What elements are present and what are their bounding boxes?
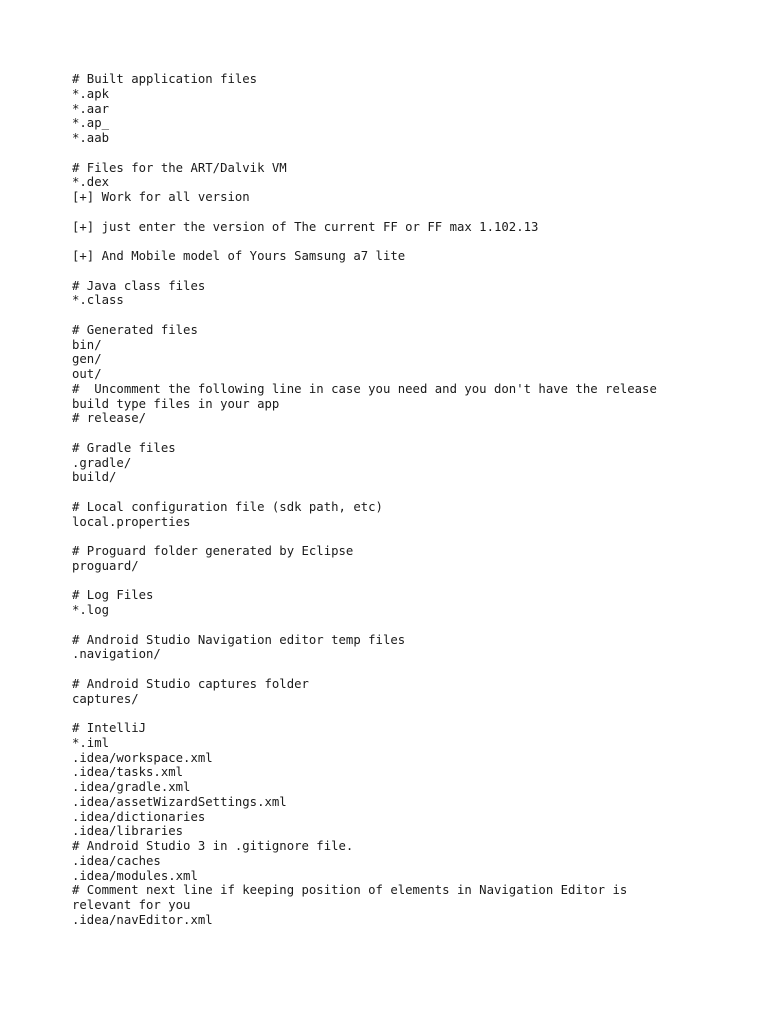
text-line: bin/ xyxy=(72,337,102,352)
blank-line xyxy=(72,529,712,544)
text-line: [+] just enter the version of The current FF or FF max 1.102.13 xyxy=(72,219,539,234)
blank-line xyxy=(72,205,712,220)
blank-line xyxy=(72,308,712,323)
text-line: *.aar xyxy=(72,101,110,116)
text-line: # Gradle files xyxy=(72,440,176,455)
text-line: # Android Studio 3 in .gitignore file. xyxy=(72,839,354,853)
blank-line xyxy=(72,146,712,161)
text-line: # Proguard folder generated by Eclipse xyxy=(72,544,354,558)
text-line: # release/ xyxy=(72,411,147,426)
text-line: # Generated files xyxy=(72,322,198,337)
text-line: # IntelliJ xyxy=(72,721,147,735)
text-line: # Built application files xyxy=(72,72,258,86)
text-line: relevant for you xyxy=(72,898,191,912)
text-line: build/ xyxy=(72,470,117,485)
text-line: # Comment next line if keeping position of elements in Navigation Editor is xyxy=(72,883,628,898)
text-line: .idea/assetWizardSettings.xml xyxy=(72,794,287,809)
text-line: proguard/ xyxy=(72,558,139,573)
text-line: # Uncomment the following line in case you need and you don't have the release xyxy=(72,381,657,396)
text-line: *.class xyxy=(72,293,124,308)
text-line: .idea/dictionaries xyxy=(72,809,206,824)
blank-line xyxy=(72,618,712,633)
text-line: .idea/workspace.xml xyxy=(72,750,213,765)
text-line: # Local configuration file (sdk path, etc) xyxy=(72,499,383,514)
blank-line xyxy=(72,662,712,677)
blank-line xyxy=(72,485,712,500)
text-line: *.log xyxy=(72,603,110,617)
text-line: # Android Studio captures folder xyxy=(72,676,309,691)
text-line: .idea/navEditor.xml xyxy=(72,912,213,927)
text-line: .navigation/ xyxy=(72,647,161,662)
text-line: .idea/libraries xyxy=(72,824,184,839)
text-line: gen/ xyxy=(72,352,102,367)
text-line: # Android Studio Navigation editor temp files xyxy=(72,632,406,647)
blank-line xyxy=(72,426,712,441)
text-line: # Files for the ART/Dalvik VM xyxy=(72,160,287,175)
blank-line xyxy=(72,574,712,589)
blank-line xyxy=(72,706,712,721)
text-line: # Log Files xyxy=(72,588,154,603)
text-line: .idea/modules.xml xyxy=(72,868,198,883)
text-line: .gradle/ xyxy=(72,455,132,470)
text-line: *.dex xyxy=(72,175,110,190)
text-line: [+] And Mobile model of Yours Samsung a7 lite xyxy=(72,249,406,263)
document-body xyxy=(72,72,712,928)
text-line: # Java class files xyxy=(72,278,206,293)
text-line: build type files in your app xyxy=(72,396,280,411)
blank-line xyxy=(72,264,712,279)
text-line: captures/ xyxy=(72,691,139,706)
blank-line xyxy=(72,234,712,249)
text-line: .idea/gradle.xml xyxy=(72,780,191,794)
text-line: [+] Work for all version xyxy=(72,190,250,204)
text-line: *.aab xyxy=(72,131,110,145)
text-line: *.iml xyxy=(72,735,110,750)
text-line: .idea/caches xyxy=(72,853,161,868)
text-line: out/ xyxy=(72,367,102,381)
text-line: .idea/tasks.xml xyxy=(72,765,184,780)
text-line: *.apk xyxy=(72,86,110,101)
text-line: *.ap_ xyxy=(72,116,110,131)
text-line: local.properties xyxy=(72,514,191,529)
